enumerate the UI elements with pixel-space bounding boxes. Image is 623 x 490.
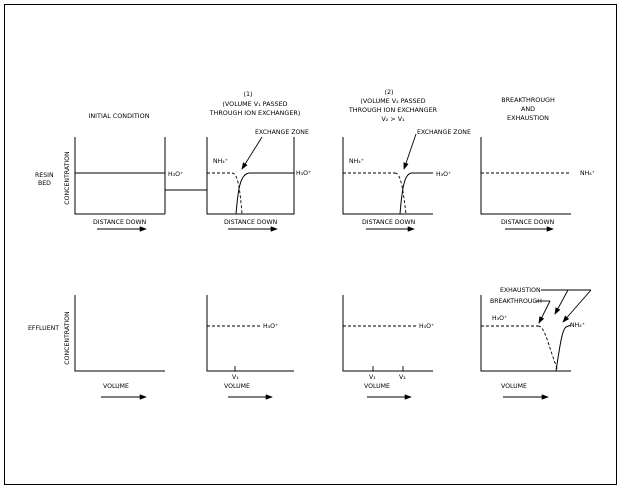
h3o-label: H₃O⁺: [263, 323, 279, 330]
exchange-zone-pointer: [404, 134, 416, 169]
exhaustion-pointer-a: [555, 290, 568, 314]
exchange-zone-label: EXCHANGE ZONE: [255, 129, 309, 136]
row-label-effluent: EFFLUENT: [28, 325, 60, 332]
exchange-zone-pointer: [242, 137, 262, 169]
nh4-label: NH₄⁺: [580, 170, 596, 177]
nh4-label: NH₄⁺: [213, 158, 229, 165]
h3o-rise-curve: [236, 173, 294, 214]
h3o-label: H₃O⁺: [419, 323, 435, 330]
col4-header-line-1: BREAKTHROUGH: [501, 96, 555, 104]
x-axis-label: DISTANCE DOWN: [93, 219, 147, 226]
panel-axes: [343, 295, 433, 371]
panel-axes: [207, 295, 294, 371]
col4-header: [501, 96, 555, 122]
panel-effluent-exhausted: [481, 287, 591, 397]
y-axis-label-top: CONCENTRATION: [64, 151, 71, 205]
x-axis-label: VOLUME: [364, 383, 390, 390]
panel-axes: [75, 295, 165, 371]
breakthrough-label: BREAKTHROUGH: [490, 298, 542, 305]
row-label-bed: BED: [38, 180, 51, 187]
col1-header: [89, 112, 150, 120]
col2-header-line-2: (VOLUME V₁ PASSED: [222, 100, 288, 108]
col3-header-line-2: (VOLUME V₂ PASSED: [360, 97, 426, 105]
v1-label: V₁: [232, 374, 239, 381]
col2-header-line-3: THROUGH ION EXCHANGER): [209, 109, 301, 117]
nh4-label: NH₄⁺: [349, 158, 365, 165]
h3o-label: H₃O⁺: [492, 315, 508, 322]
x-axis-label: DISTANCE DOWN: [362, 219, 416, 226]
col3-header-line-1: (2): [384, 88, 394, 96]
h3o-drop-curve: [538, 326, 558, 371]
x-axis-label: VOLUME: [103, 383, 129, 390]
panel-effluent-v2: [343, 295, 434, 397]
panel-resin-v1: [207, 129, 311, 229]
col3-header-line-4: V₂ > V₁: [381, 115, 405, 123]
h3o-label: H₃O⁺: [168, 171, 184, 178]
panel-resin-v2: [343, 129, 471, 229]
panel-resin-initial: [75, 137, 183, 229]
col3-header: [348, 88, 438, 123]
col2-header-line-1: (1): [243, 90, 253, 98]
v1-label: V₁: [369, 374, 376, 381]
panel-axes: [207, 137, 294, 214]
col4-header-line-2: AND: [520, 105, 536, 113]
panel-effluent-initial: [75, 295, 165, 397]
col2-header: [209, 90, 301, 117]
row-label-resin: RESIN: [35, 172, 54, 179]
x-axis-label: VOLUME: [224, 383, 250, 390]
exhaustion-label: EXHAUSTION: [500, 287, 541, 294]
nh4-label: NH₄⁺: [570, 322, 586, 329]
col3-header-line-3: THROUGH ION EXCHANGER: [348, 106, 438, 114]
y-axis-label-bottom: CONCENTRATION: [64, 311, 71, 365]
panel-axes: [481, 137, 571, 214]
panel-axes: [343, 137, 433, 214]
exchange-zone-label: EXCHANGE ZONE: [417, 129, 471, 136]
exhaustion-pointer-b: [563, 290, 591, 322]
v2-label: V₂: [399, 374, 406, 381]
nh4-rise-curve: [556, 325, 571, 371]
x-axis-label: DISTANCE DOWN: [224, 219, 278, 226]
h3o-label: H₃O⁺: [296, 170, 312, 177]
col1-header-line-1: INITIAL CONDITION: [88, 112, 150, 120]
x-axis-label: DISTANCE DOWN: [501, 219, 555, 226]
h3o-label: H₃O⁺: [436, 171, 452, 178]
panel-resin-exhausted: [481, 137, 595, 229]
x-axis-label: VOLUME: [501, 383, 527, 390]
col4-header-line-3: EXHAUSTION: [507, 114, 549, 122]
panel-effluent-v1: [207, 295, 294, 397]
panel-axes: [75, 137, 165, 214]
